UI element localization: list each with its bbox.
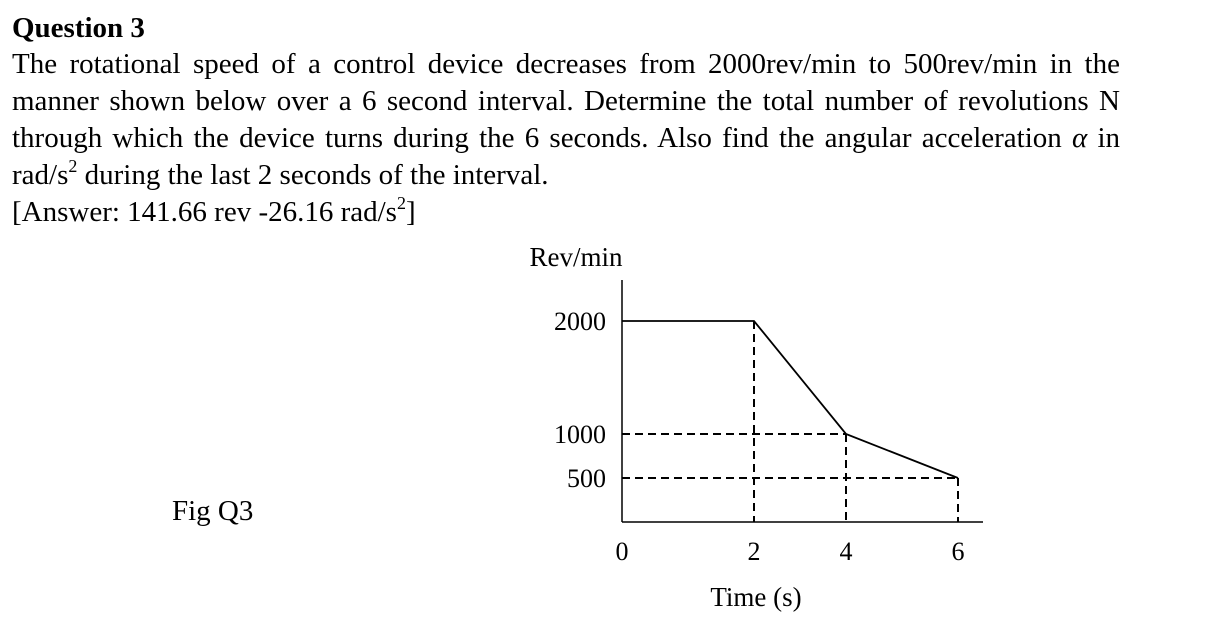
chart-guides <box>622 321 958 522</box>
y-tick-label-2000: 2000 <box>554 307 606 336</box>
y-axis-label: Rev/min <box>529 242 623 272</box>
axis-tick-labels <box>554 307 965 566</box>
figure-label: Fig Q3 <box>172 495 254 527</box>
x-tick-label-0: 0 <box>615 537 629 566</box>
chart-series <box>622 321 958 478</box>
x-tick-label-4: 4 <box>839 537 853 566</box>
units-superscript: 2 <box>68 156 78 176</box>
question-title: Question 3 <box>12 12 145 44</box>
x-tick-label-6: 6 <box>951 537 965 566</box>
x-axis-label: Time (s) <box>710 582 802 612</box>
y-tick-label-1000: 1000 <box>554 420 606 449</box>
answer-close: ] <box>405 196 416 228</box>
answer-text: [Answer: 141.66 rev -26.16 rad/s <box>12 196 397 228</box>
question-body-text: The rotational speed of a control device decreases from 2000rev/min to 500rev/min in the manner shown below over a 6 second interval. Determine the total number of revolutions N through which the device turns during the 6 seconds. Also find the angular acceleration <box>12 48 1120 154</box>
question-body-end: during the last 2 seconds of the interval. <box>84 159 549 191</box>
series-line <box>622 321 958 478</box>
alpha-symbol: α <box>1072 122 1088 154</box>
y-tick-label-500: 500 <box>567 464 606 493</box>
answer-superscript: 2 <box>396 193 406 213</box>
x-tick-label-2: 2 <box>747 537 761 566</box>
question-body-units: in rad/s <box>12 122 1121 191</box>
